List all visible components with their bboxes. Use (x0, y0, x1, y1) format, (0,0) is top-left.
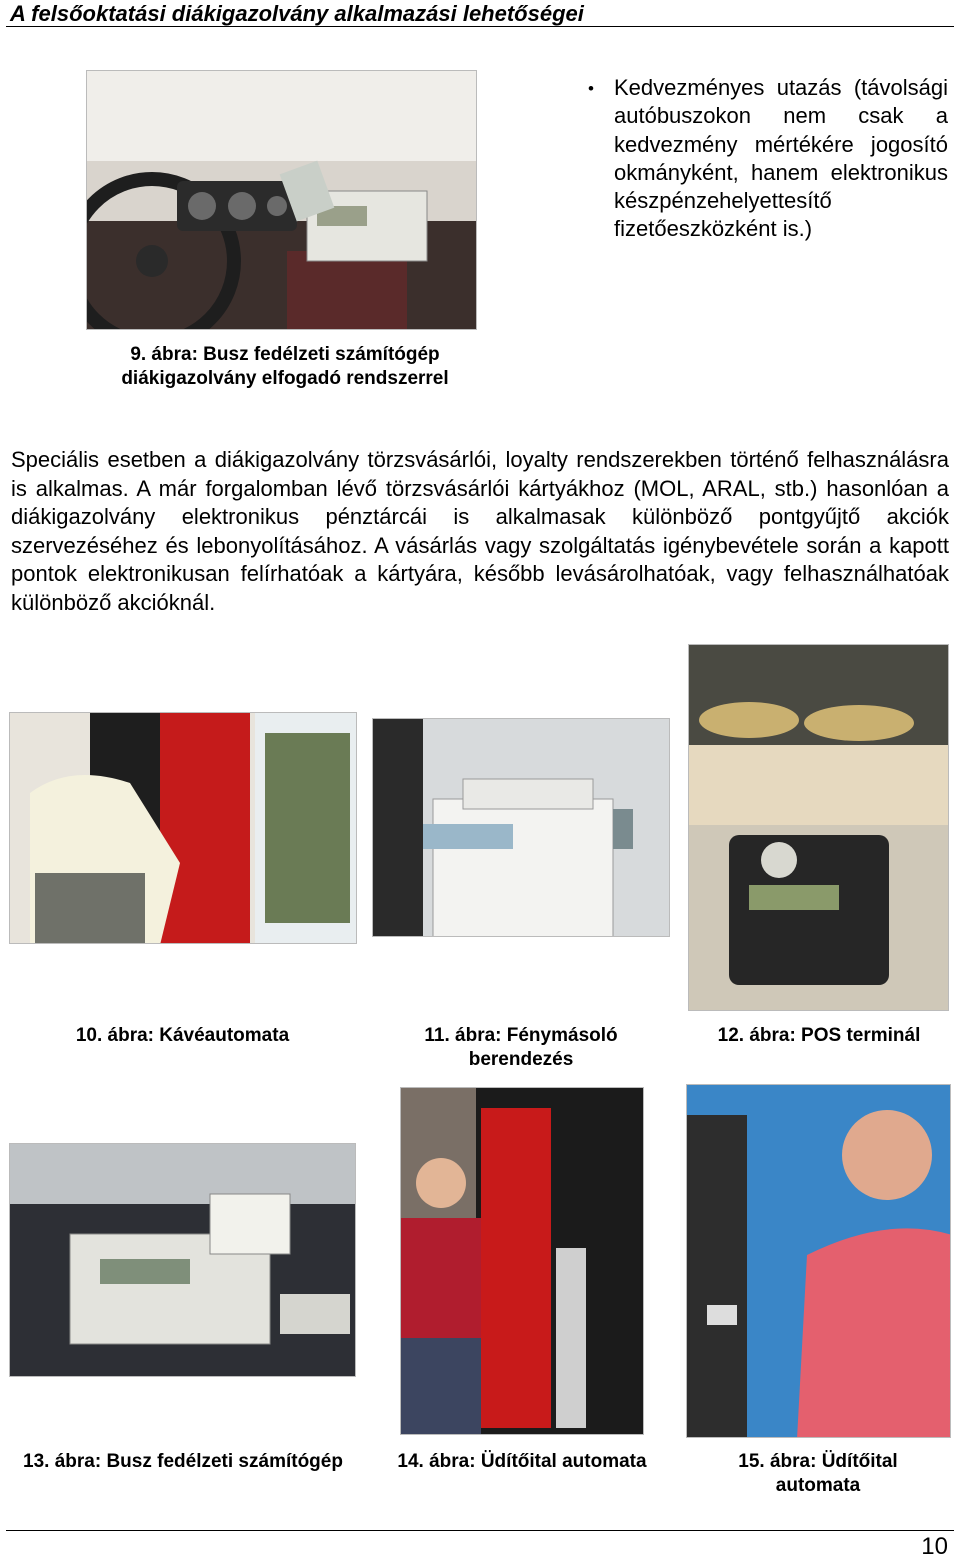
figure-15-caption: 15. ábra: Üdítőital automata (738, 1451, 898, 1496)
page-number: 10 (921, 1533, 948, 1560)
figure-11-photo (372, 718, 670, 937)
figure-14-photo (400, 1087, 644, 1435)
figure-10-caption: 10. ábra: Kávéautomata (75, 1025, 290, 1046)
bullet-item (588, 74, 948, 244)
figure-13-caption: 13. ábra: Busz fedélzeti számítógép (23, 1451, 343, 1472)
bullet-marker: • (588, 79, 594, 98)
footer-divider (6, 1530, 954, 1531)
page-header-title: A felsőoktatási diákigazolvány alkalmazási lehetőségei (10, 1, 584, 26)
figure-11-caption: 11. ábra: Fénymásoló berendezés (424, 1025, 618, 1070)
figure-10-photo (9, 712, 357, 944)
figure-15-photo (686, 1084, 951, 1438)
body-paragraph: Speciális esetben a diákigazolvány törzsvásárlói, loyalty rendszerekben történő felhasználásra is alkalmas. A már forgalomban lévő törzsvásárlói kártyákhoz (MOL, ARAL, stb.) hasonlóan a diákigazolvány elektronikus pénztárcái is alkalmasak különböző pontgyűjtő akciók szervezéséhez és lebonyolításához. A vásárlás vagy szolgáltatás igénybevétele során a kapott pontok elektronikusan felírhatóak a kártyára, később levásárolhatóak, vagy felhasználhatóak különböző akcióknál. (11, 447, 949, 615)
figure-14-caption: 14. ábra: Üdítőital automata (397, 1451, 647, 1472)
figure-9-caption: 9. ábra: Busz fedélzeti számítógép diákigazolvány elfogadó rendszerrel (121, 344, 449, 389)
figure-12-caption: 12. ábra: POS terminál (717, 1025, 921, 1046)
header-divider (6, 26, 954, 27)
figure-9-photo (86, 70, 477, 330)
figure-12-photo (688, 644, 949, 1011)
bullet-text: Kedvezményes utazás (távolsági autóbuszokon nem csak a kedvezmény mértékére jogosító okmányként, hanem elektronikus készpénzehelyettesítő fizetőeszközként is.) (614, 75, 948, 242)
figure-13-photo (9, 1143, 356, 1377)
